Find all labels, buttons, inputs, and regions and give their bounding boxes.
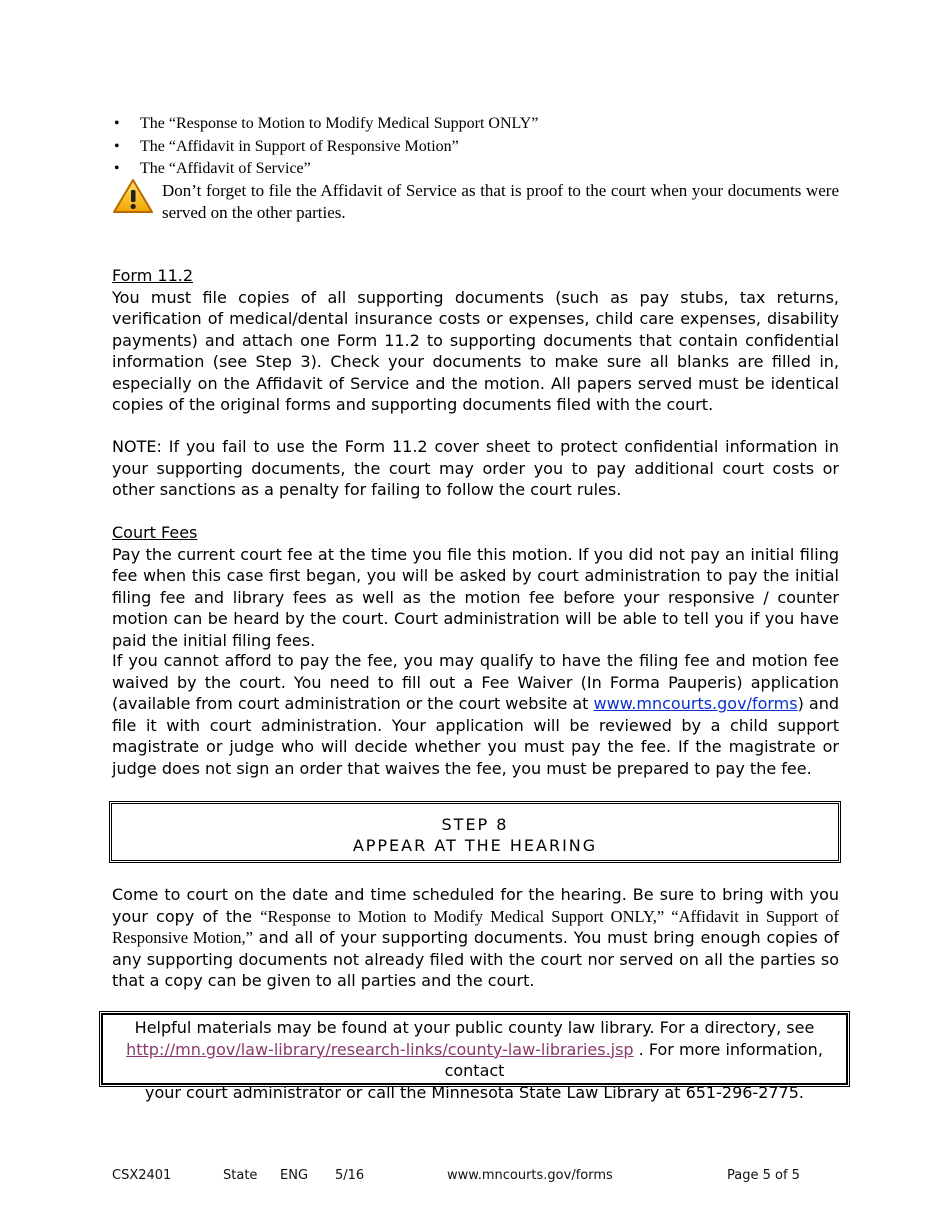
step-title: APPEAR AT THE HEARING xyxy=(352,836,598,855)
waiver-paragraph xyxy=(112,650,839,779)
warning-note xyxy=(112,180,839,223)
bullet-text: The “Affidavit in Support of Responsive Motion” xyxy=(140,137,459,155)
help-line-2-text: . For more information, contact xyxy=(444,1039,823,1080)
footer-form-code: CSX2401 xyxy=(112,1168,172,1183)
hearing-text-1: Come to court on the date and time scheduled for the hearing. Be sure to bring with you your copy of the xyxy=(112,885,839,926)
fees-section xyxy=(112,522,839,651)
bullet-icon: • xyxy=(114,115,120,132)
bullet-icon: • xyxy=(114,137,120,155)
bullet-list xyxy=(112,113,842,181)
fees-body: Pay the current court fee at the time you file this motion. If you did not pay an initial filing fee when this case first began, you will be asked by court administration to pay the initial filing fee and library fees as well as the motion fee before your responsive / counter motion can be heard by the court. Court administration will be able to tell you if you have paid the initial filing fees. xyxy=(112,544,839,650)
waiver-text-after: ) and file it with court administration. Your application will be reviewed by a child support magistrate or judge who will decide whether you must pay the fee. If the magistrate or judge does not sign an order that waives the fee, you must be prepared to pay the fee. xyxy=(112,694,840,778)
form-heading: Form 11.2 xyxy=(112,266,194,285)
footer-state: State xyxy=(223,1168,258,1183)
warning-text: Don’t forget to file the Affidavit of Service as that is proof to the court when your documents were served on the other parties. xyxy=(162,181,839,222)
form-body: You must file copies of all supporting documents (such as pay stubs, tax returns, verification of medical/dental insurance costs or expenses, child care expenses, disability payments) and attach one Form 11.2 to supporting documents that contain confidential information (see Step 3). Check your documents to make sure all blanks are filled in, especially on the Affidavit of Service and the motion. All papers served must be identical copies of the original forms and supporting documents filed with the court. xyxy=(112,287,839,414)
forms-link[interactable]: www.mncourts.gov/forms xyxy=(593,694,798,713)
list-item xyxy=(112,158,842,181)
bullet-icon: • xyxy=(114,160,120,177)
warning-icon xyxy=(112,178,154,214)
help-box xyxy=(101,1013,848,1102)
hearing-text-3: and all of your supporting documents. You must bring enough copies of any supporting documents not already filed with the court nor served on all the parties so that a copy can be given to all parties and the court. xyxy=(112,928,839,990)
law-library-link[interactable]: http://mn.gov/law-library/research-links/county-law-libraries.jsp xyxy=(126,1039,634,1059)
list-item xyxy=(112,136,842,159)
step-box xyxy=(109,801,841,863)
footer-date: 5/16 xyxy=(335,1168,365,1183)
help-line-3: your court administrator or call the Minnesota State Law Library at 651-296-2775. xyxy=(144,1082,804,1102)
help-line-2 xyxy=(103,1039,846,1082)
bullet-text: The “Affidavit of Service” xyxy=(140,160,311,177)
fees-heading: Court Fees xyxy=(112,523,198,542)
footer-page-number: Page 5 of 5 xyxy=(727,1168,800,1183)
hearing-forms-text: “Response to Motion to Modify Medical Support ONLY,” “Affidavit in Support of Responsive Motion,” xyxy=(112,906,839,947)
form-section xyxy=(112,265,839,416)
footer-lang: ENG xyxy=(280,1168,309,1183)
note-paragraph: NOTE: If you fail to use the Form 11.2 cover sheet to protect confidential information in your supporting documents, the court may order you to pay additional court costs or other sanctions as a penalty for failing to follow the court rules. xyxy=(112,437,839,499)
help-line-1: Helpful materials may be found at your public county law library. For a directory, see xyxy=(134,1018,815,1037)
hearing-paragraph xyxy=(112,884,839,992)
step-number: STEP 8 xyxy=(441,815,509,834)
bullet-text: The “Response to Motion to Modify Medical Support ONLY” xyxy=(140,115,539,132)
waiver-text-before: If you cannot afford to pay the fee, you may qualify to have the filing fee and motion fee waived by the court. You need to fill out a Fee Waiver (In Forma Pauperis) application (available from court administration or the court website at xyxy=(112,651,839,713)
footer-website: www.mncourts.gov/forms xyxy=(447,1168,613,1183)
list-item xyxy=(112,113,842,136)
